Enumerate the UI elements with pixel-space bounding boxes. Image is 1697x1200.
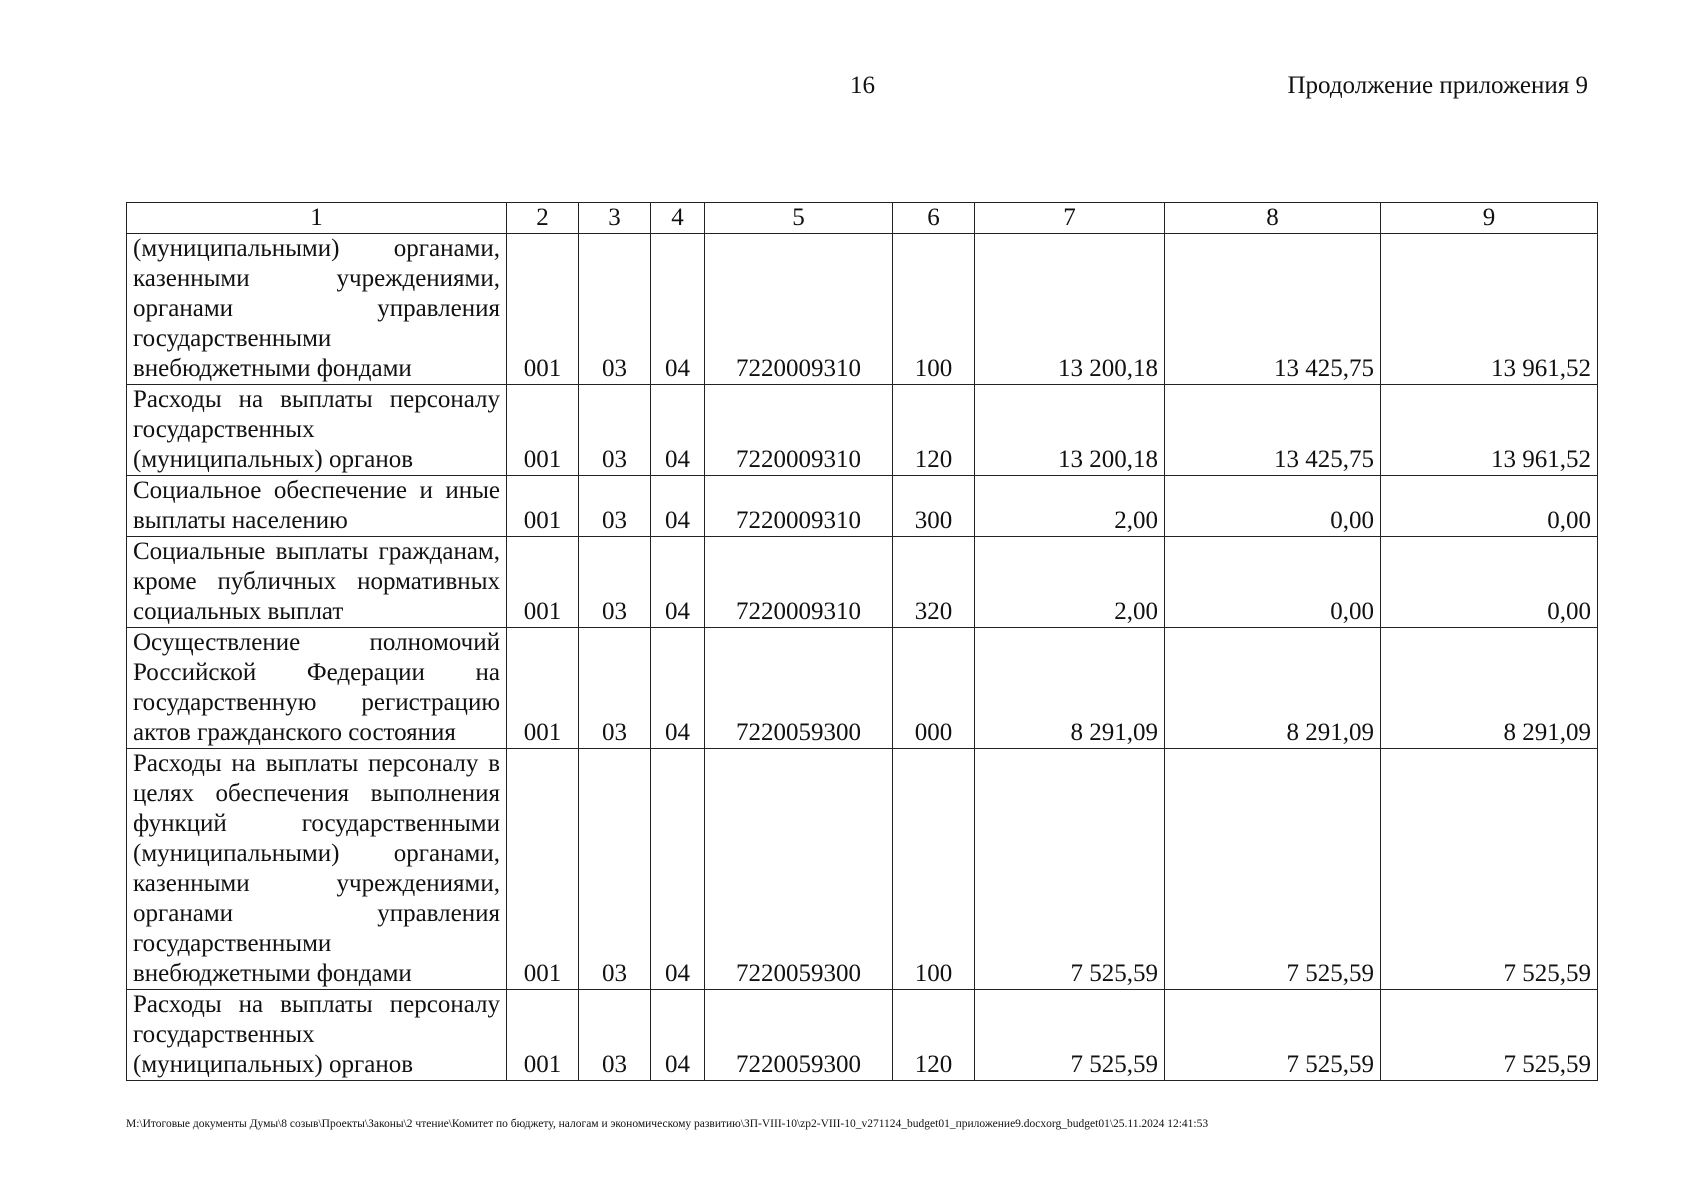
cell-amount-col9: 0,00 (1381, 476, 1598, 537)
cell-amount-col7: 13 200,18 (975, 234, 1165, 385)
column-header-1: 1 (127, 203, 507, 234)
column-header-4: 4 (651, 203, 705, 234)
cell-section-code: 03 (579, 628, 651, 749)
cell-expense-type: 100 (893, 749, 975, 990)
cell-ministry-code: 001 (507, 537, 579, 628)
cell-section-code: 03 (579, 749, 651, 990)
cell-amount-col7: 7 525,59 (975, 990, 1165, 1081)
cell-target-article: 7220009310 (705, 234, 893, 385)
cell-section-code: 03 (579, 385, 651, 476)
cell-subsection-code: 04 (651, 628, 705, 749)
table-row (127, 476, 1598, 537)
cell-ministry-code: 001 (507, 385, 579, 476)
cell-ministry-code: 001 (507, 990, 579, 1081)
cell-amount-col9: 13 961,52 (1381, 234, 1598, 385)
column-header-7: 7 (975, 203, 1165, 234)
cell-expense-type: 000 (893, 628, 975, 749)
column-header-5: 5 (705, 203, 893, 234)
cell-subsection-code: 04 (651, 749, 705, 990)
cell-expense-type: 300 (893, 476, 975, 537)
cell-subsection-code: 04 (651, 385, 705, 476)
table-row (127, 749, 1598, 990)
cell-amount-col7: 2,00 (975, 476, 1165, 537)
row-description: Осуществление полномочий Российской Федерации на государственную регистрацию актов гражданского состояния (127, 628, 507, 749)
cell-target-article: 7220059300 (705, 628, 893, 749)
file-path-footer: M:\Итоговые документы Думы\8 созыв\Проекты\Законы\2 чтение\Комитет по бюджету, налогам и экономическому развитию\ЗП-VIII-10\zp2-VIII-10_v271124_budget01_приложение9.docxorg_budget01\25.11.2024 12:41:53 (126, 1118, 1209, 1130)
appendix-continuation-label: Продолжение приложения 9 (1287, 72, 1588, 99)
cell-amount-col8: 7 525,59 (1165, 990, 1381, 1081)
page-number: 16 (850, 72, 875, 99)
cell-amount-col8: 7 525,59 (1165, 749, 1381, 990)
cell-amount-col7: 8 291,09 (975, 628, 1165, 749)
cell-target-article: 7220059300 (705, 990, 893, 1081)
cell-ministry-code: 001 (507, 234, 579, 385)
cell-amount-col7: 7 525,59 (975, 749, 1165, 990)
cell-amount-col9: 7 525,59 (1381, 749, 1598, 990)
cell-target-article: 7220009310 (705, 476, 893, 537)
cell-amount-col8: 0,00 (1165, 537, 1381, 628)
cell-amount-col9: 8 291,09 (1381, 628, 1598, 749)
row-description: (муниципальными) органами, казенными учреждениями, органами управления государственными внебюджетными фондами (127, 234, 507, 385)
cell-amount-col8: 0,00 (1165, 476, 1381, 537)
row-description: Расходы на выплаты персоналу в целях обеспечения выполнения функций государственными (муниципальными) органами, казенными учреждениями, органами управления государственными внебюджетными фондами (127, 749, 507, 990)
row-description: Социальные выплаты гражданам, кроме публичных нормативных социальных выплат (127, 537, 507, 628)
table-row (127, 234, 1598, 385)
table-row (127, 990, 1598, 1081)
column-header-6: 6 (893, 203, 975, 234)
cell-amount-col9: 7 525,59 (1381, 990, 1598, 1081)
cell-subsection-code: 04 (651, 234, 705, 385)
cell-expense-type: 120 (893, 385, 975, 476)
cell-ministry-code: 001 (507, 749, 579, 990)
row-description: Расходы на выплаты персоналу государственных (муниципальных) органов (127, 990, 507, 1081)
row-description: Социальное обеспечение и иные выплаты населению (127, 476, 507, 537)
cell-ministry-code: 001 (507, 628, 579, 749)
cell-target-article: 7220009310 (705, 385, 893, 476)
cell-expense-type: 120 (893, 990, 975, 1081)
cell-target-article: 7220009310 (705, 537, 893, 628)
cell-expense-type: 320 (893, 537, 975, 628)
table-row (127, 628, 1598, 749)
cell-amount-col8: 8 291,09 (1165, 628, 1381, 749)
cell-amount-col8: 13 425,75 (1165, 234, 1381, 385)
row-description: Расходы на выплаты персоналу государственных (муниципальных) органов (127, 385, 507, 476)
cell-target-article: 7220059300 (705, 749, 893, 990)
cell-amount-col8: 13 425,75 (1165, 385, 1381, 476)
cell-amount-col7: 2,00 (975, 537, 1165, 628)
cell-ministry-code: 001 (507, 476, 579, 537)
column-header-3: 3 (579, 203, 651, 234)
cell-section-code: 03 (579, 234, 651, 385)
budget-table (126, 202, 1598, 1081)
table-row (127, 537, 1598, 628)
column-header-8: 8 (1165, 203, 1381, 234)
cell-subsection-code: 04 (651, 990, 705, 1081)
cell-expense-type: 100 (893, 234, 975, 385)
cell-amount-col9: 0,00 (1381, 537, 1598, 628)
column-header-9: 9 (1381, 203, 1598, 234)
cell-section-code: 03 (579, 537, 651, 628)
cell-amount-col7: 13 200,18 (975, 385, 1165, 476)
cell-subsection-code: 04 (651, 476, 705, 537)
table-row (127, 385, 1598, 476)
column-header-2: 2 (507, 203, 579, 234)
table-header-row (127, 203, 1598, 234)
cell-section-code: 03 (579, 476, 651, 537)
cell-amount-col9: 13 961,52 (1381, 385, 1598, 476)
cell-section-code: 03 (579, 990, 651, 1081)
cell-subsection-code: 04 (651, 537, 705, 628)
